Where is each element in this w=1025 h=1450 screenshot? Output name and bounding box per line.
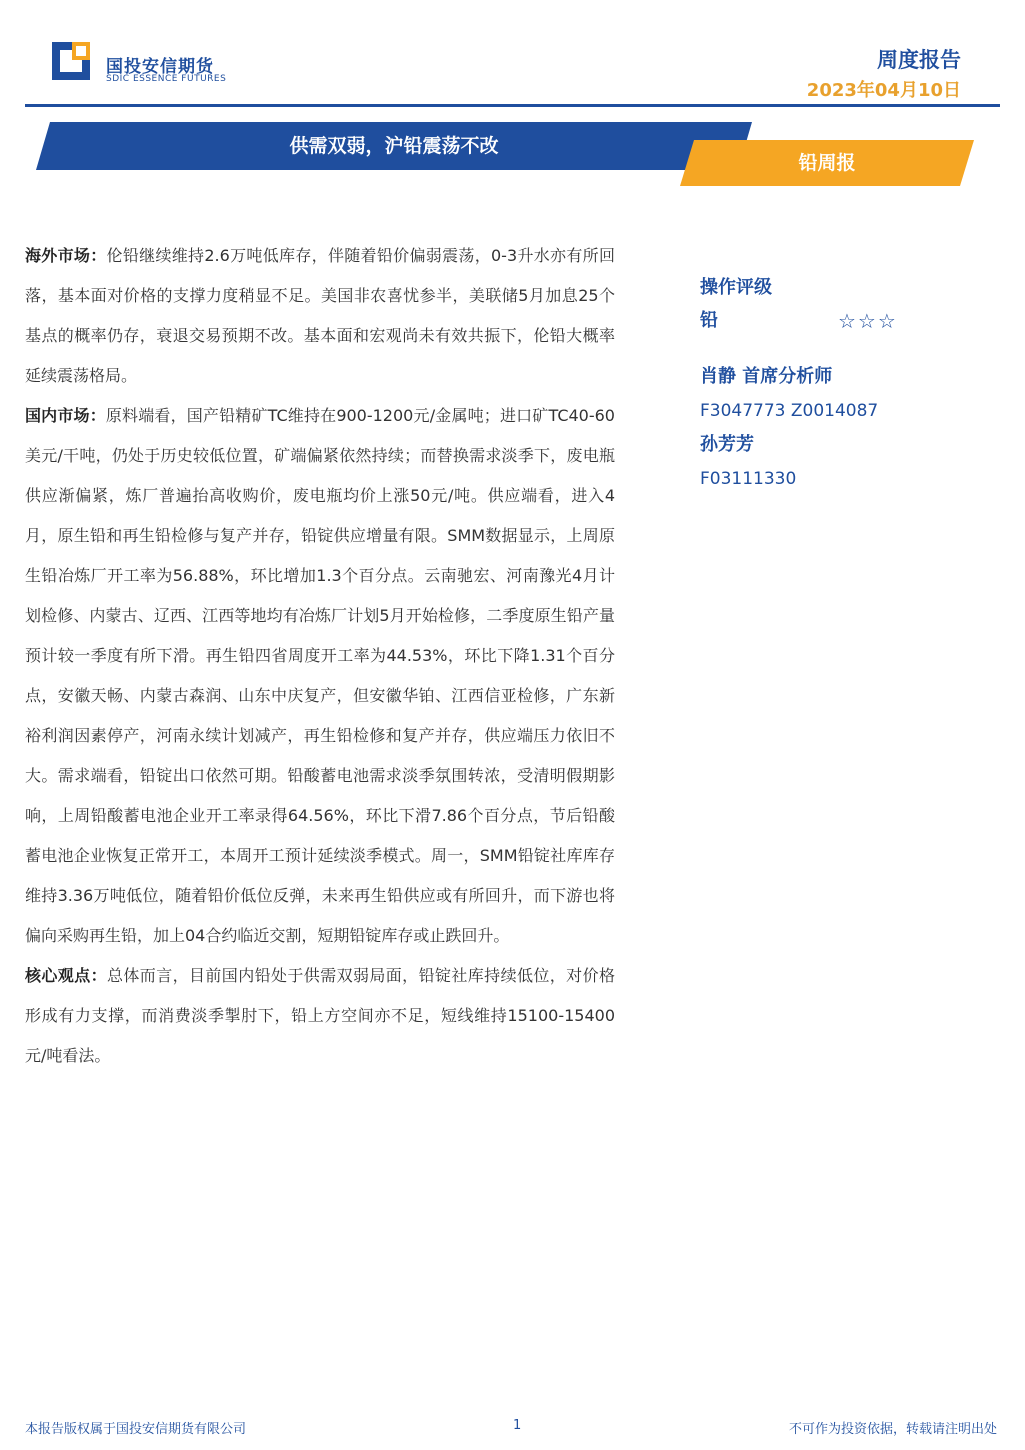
- report-date: 2023年04月10日: [806, 80, 961, 101]
- header-divider: [25, 104, 1000, 107]
- paragraph-lead: 核心观点：: [25, 966, 107, 985]
- paragraph-lead: 国内市场：: [25, 406, 106, 425]
- rating-item: 铅: [700, 310, 718, 331]
- rating-row: [700, 304, 1000, 338]
- paragraph-text: 伦铅继续维持2.6万吨低库存，伴随着铅价偏弱震荡，0-3升水亦有所回落，基本面对价格的支撑力度稍显不足。美国非农喜忧参半，美联储5月加息25个基点的概率仍存，衰退交易预期不改。基本面和宏观尚未有效共振下，伦铅大概率延续震荡格局。: [25, 246, 615, 385]
- category-tag: 铅周报: [798, 152, 856, 174]
- footer-copyright: 本报告版权属于国投安信期货有限公司: [25, 1422, 247, 1437]
- paragraph-domestic-market: [25, 396, 615, 956]
- analyst-license-id: F03111330: [700, 469, 797, 489]
- sidebar: [700, 272, 1000, 496]
- paragraph-lead: 海外市场：: [25, 246, 107, 265]
- report-type: 周度报告: [877, 48, 961, 72]
- analyst-license-ids: F3047773 Z0014087: [700, 401, 879, 421]
- paragraph-overseas-market: [25, 236, 615, 396]
- paragraph-text: 原料端看，国产铅精矿TC维持在900-1200元/金属吨；进口矿TC40-60美元/干吨，仍处于历史较低位置，矿端偏紧依然持续；而替换需求淡季下，废电瓶供应渐偏紧，炼厂普遍抬高收购价，废电瓶均价上涨50元/吨。供应端看，进入4月，原生铅和再生铅检修与复产并存，铅锭供应增量有限。SMM数据显示，上周原生铅冶炼厂开工率为56.88%，环比增加1.3个百分点。云南驰宏、河南豫光4月计划检修、内蒙古、辽西、江西等地均有冶炼厂计划5月开始检修，二季度原生铅产量预计较一季度有所下滑。再生铅四省周度开工率为44.53%，环比下降1.31个百分点，安徽天畅、内蒙古森润、山东中庆复产，但安徽华铂、江西信亚检修，广东新裕利润因素停产，河南永续计划减产，再生铅检修和复产并存，供应端压力依旧不大。需求端看，铅锭出口依然可期。铅酸蓄电池需求淡季氛围转浓，受清明假期影响，上周铅酸蓄电池企业开工率录得64.56%，环比下滑7.86个百分点，节后铅酸蓄电池企业恢复正常开工，本周开工预计延续淡季模式。周一，SMM铅锭社库库存维持3.36万吨低位，随着铅价低位反弹，未来再生铅供应或有所回升，而下游也将偏向采购再生铅，加上04合约临近交割，短期铅锭库存或止跌回升。: [25, 406, 615, 945]
- footer-disclaimer: 不可作为投资依据，转载请注明出处: [788, 1422, 997, 1437]
- report-body: [25, 236, 615, 1076]
- rating-stars-icon: ☆☆☆: [838, 309, 898, 333]
- report-title: 供需双弱，沪铅震荡不改: [289, 135, 499, 157]
- analyst-name: 孙芳芳: [700, 434, 754, 455]
- paragraph-core-view: [25, 956, 615, 1076]
- rating-heading: 操作评级: [700, 277, 772, 298]
- page-number: 1: [513, 1418, 522, 1433]
- paragraph-text: 总体而言，目前国内铅处于供需双弱局面，铅锭社库持续低位，对价格形成有力支撑，而消费淡季掣肘下，铅上方空间亦不足，短线维持15100-15400元/吨看法。: [25, 966, 615, 1065]
- company-logo-icon: [52, 42, 98, 84]
- company-name-cn: 国投安信期货: [106, 57, 214, 77]
- analyst-name: 肖静 首席分析师: [700, 366, 833, 387]
- company-name-en: SDIC ESSENCE FUTURES: [106, 74, 227, 84]
